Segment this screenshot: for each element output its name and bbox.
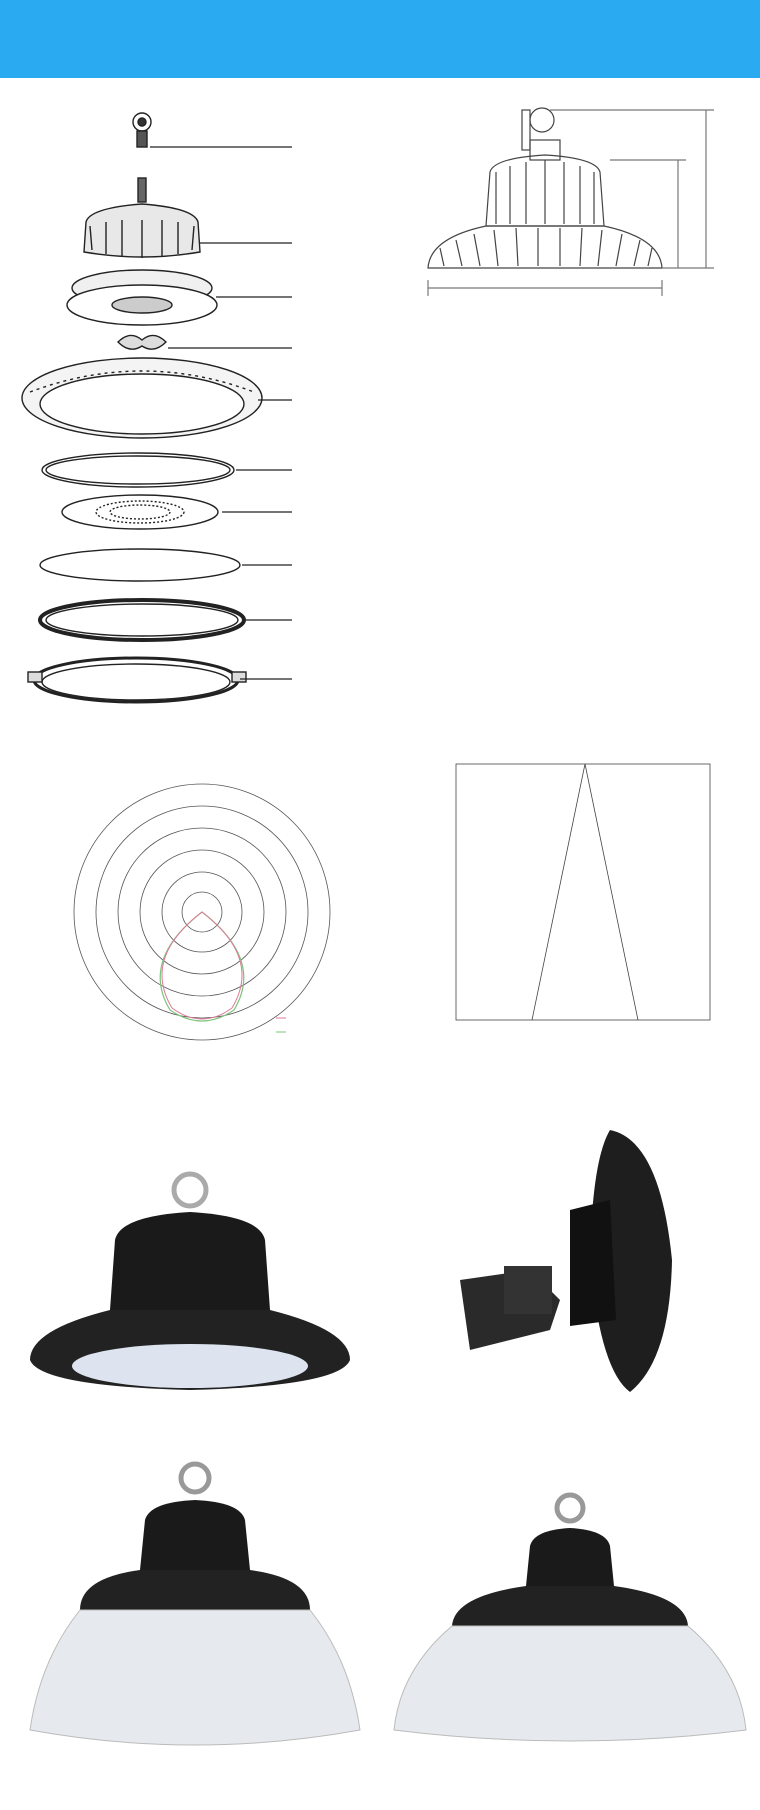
header-banner [0,0,760,78]
heat-sink-part [22,358,262,438]
dimension-drawing [410,100,740,310]
product-photo-bracket [420,1120,720,1400]
frosted-glass-part [40,549,240,581]
middle-shell-part [67,270,217,325]
product-photo-hook [20,1160,360,1400]
hook-part [133,113,151,147]
polar-candela-diagram [20,760,390,1080]
reflector-part [42,453,234,487]
illuminance-diagram [420,744,720,1062]
led-driver-part [84,178,200,258]
cooling-fan-part [118,335,166,349]
light-panel-part [62,495,218,529]
product-photo-reflector120 [390,1490,750,1750]
silicone-ring-part [40,600,244,640]
surface-box-part [28,658,246,702]
product-photo-reflector90 [20,1460,370,1750]
